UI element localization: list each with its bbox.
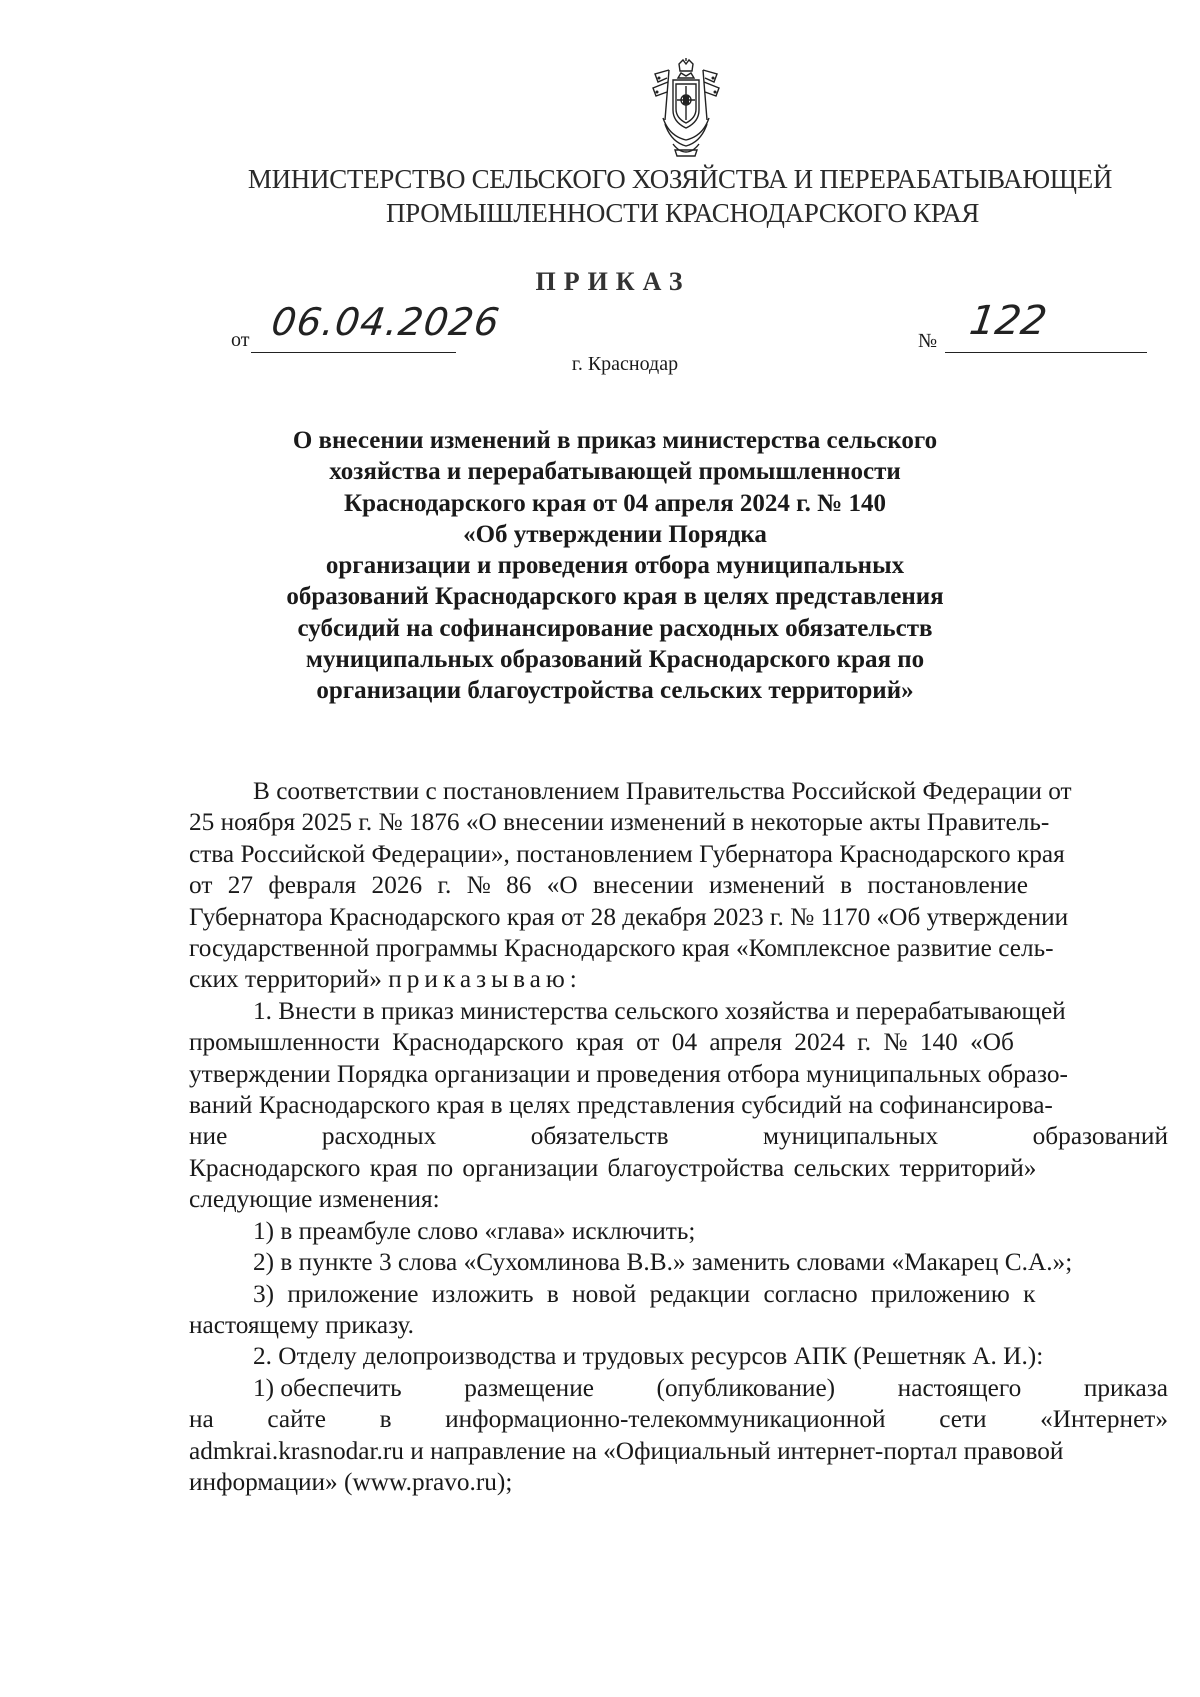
body-line xyxy=(189,1153,1168,1184)
sub-item-3 xyxy=(189,1279,1168,1310)
body-line xyxy=(189,807,1168,838)
sub-item-2 xyxy=(189,1247,1168,1278)
body-line xyxy=(189,933,1168,964)
body-word: сайте xyxy=(267,1405,326,1434)
body-line-text: следующие изменения: xyxy=(189,1185,440,1214)
body-line-text: промышленности Краснодарского края от 04 апреля 2024 г. № 140 «Об xyxy=(189,1028,1014,1057)
body-line-text: 2) в пункте 3 слова «Сухомлинова В.В.» заменить словами «Макарец С.А.»; xyxy=(253,1248,1073,1277)
body-line-spread xyxy=(189,1121,1168,1152)
document-title xyxy=(0,425,1200,707)
body-line-text: ства Российской Федерации», постановлением Губернатора Краснодарского края xyxy=(189,839,1065,868)
body-line xyxy=(189,1027,1168,1058)
body-line-text: admkrai.krasnodar.ru и направление на «Официальный интернет-портал правовой xyxy=(189,1436,1064,1465)
title-line: «Об утверждении Порядка xyxy=(463,520,767,548)
order-number-label: № xyxy=(918,330,938,352)
date-number-row xyxy=(0,300,1200,360)
body-word: муниципальных xyxy=(763,1122,939,1151)
body-word: обязательств xyxy=(530,1122,669,1151)
date-from-label: от xyxy=(231,329,250,351)
city-label: г. Краснодар xyxy=(571,353,679,375)
body-line xyxy=(189,870,1168,901)
body-line xyxy=(189,996,1168,1027)
body-line-text-spaced: приказываю: xyxy=(388,965,582,994)
body-line-text: 1) в преамбуле слово «глава» исключить; xyxy=(253,1216,696,1245)
body-word: «Интернет» xyxy=(1040,1405,1168,1434)
body-word: расходных xyxy=(321,1122,437,1151)
body-word: приказа xyxy=(1083,1373,1168,1402)
body-line xyxy=(189,1059,1168,1090)
sub-item-1 xyxy=(189,1216,1168,1247)
body-line-text: Краснодарского края по организации благоустройства сельских территорий» xyxy=(189,1153,1037,1182)
body-line xyxy=(189,776,1168,807)
body-line-text: 3) приложение изложить в новой редакции согласно приложению к xyxy=(253,1279,1036,1308)
body-word: на xyxy=(189,1405,214,1434)
body-word: 1) обеспечить xyxy=(253,1373,402,1402)
title-line: субсидий на софинансирование расходных обязательств xyxy=(297,614,933,642)
body-line-spread xyxy=(189,1373,1168,1404)
title-line: Краснодарского края от 04 апреля 2024 г. № 140 xyxy=(343,489,887,517)
body-line xyxy=(189,1184,1168,1215)
body-line-spread xyxy=(189,1404,1168,1435)
body-line xyxy=(189,964,1168,995)
body-line-text: Губернатора Краснодарского края от 28 декабря 2023 г. № 1170 «Об утверждении xyxy=(189,902,1069,931)
order-date: 06.04.2026 xyxy=(268,300,503,344)
body-line xyxy=(189,1467,1168,1498)
body-line-text: ваний Краснодарского края в целях представления субсидий на софинансирова- xyxy=(189,1091,1053,1120)
ministry-name-line-2: ПРОМЫШЛЕННОСТИ КРАСНОДАРСКОГО КРАЯ xyxy=(385,198,980,228)
body-line xyxy=(189,1090,1168,1121)
order-number: 122 xyxy=(966,298,1050,344)
body-line-text: от 27 февраля 2026 г. № 86 «О внесении изменений в постановление xyxy=(189,871,1028,900)
document-body xyxy=(189,776,1168,1498)
body-line-text: 2. Отделу делопроизводства и трудовых ресурсов АПК (Решетняк А. И.): xyxy=(253,1342,1044,1371)
title-line: хозяйства и перерабатывающей промышленности xyxy=(329,458,901,486)
document-type: ПРИКАЗ xyxy=(535,267,691,296)
body-word: (опубликование) xyxy=(656,1373,836,1402)
clause-2-paragraph xyxy=(189,1341,1168,1372)
body-line-text: В соответствии с постановлением Правительства Российской Федерации от xyxy=(253,777,1072,805)
body-word: образований xyxy=(1032,1122,1168,1151)
clause-2-sub-1 xyxy=(189,1373,1168,1499)
body-line-text: 25 ноября 2025 г. № 1876 «О внесении изменений в некоторые акты Правитель- xyxy=(189,808,1050,837)
body-line-text: утверждении Порядка организации и проведения отбора муниципальных образо- xyxy=(189,1059,1068,1088)
clause-1-paragraph xyxy=(189,996,1168,1216)
body-word: сети xyxy=(939,1405,987,1434)
body-word: настоящего xyxy=(897,1373,1022,1402)
body-line-text: 1. Внести в приказ министерства сельского хозяйства и перерабатывающей xyxy=(253,996,1066,1025)
body-line-text: информации» (www.pravo.ru); xyxy=(189,1467,513,1496)
title-line: организации благоустройства сельских территорий» xyxy=(316,677,914,705)
title-line: организации и проведения отбора муниципальных xyxy=(325,552,905,580)
body-line xyxy=(189,1310,1168,1341)
coat-of-arms-emblem xyxy=(645,58,727,158)
ministry-name xyxy=(0,162,1200,230)
body-line-text: ских территорий» xyxy=(189,965,382,994)
body-line xyxy=(189,902,1168,933)
preamble-paragraph xyxy=(189,776,1168,996)
body-line-text: государственной программы Краснодарского края «Комплексное развитие сель- xyxy=(189,934,1054,963)
body-line xyxy=(189,1436,1168,1467)
body-word: ние xyxy=(189,1122,228,1151)
body-word: информационно-телекоммуникационной xyxy=(445,1405,886,1434)
title-line: О внесении изменений в приказ министерства сельского xyxy=(292,427,938,454)
title-line: образований Краснодарского края в целях представления xyxy=(286,583,944,611)
body-word: размещение xyxy=(464,1373,594,1402)
ministry-name-line-1: МИНИСТЕРСТВО СЕЛЬСКОГО ХОЗЯЙСТВА И ПЕРЕРАБАТЫВАЮЩЕЙ xyxy=(247,164,1113,194)
title-line: муниципальных образований Краснодарского края по xyxy=(305,646,925,674)
body-line-text: настоящему приказу. xyxy=(189,1310,414,1339)
body-line xyxy=(189,839,1168,870)
body-word: в xyxy=(379,1405,392,1434)
